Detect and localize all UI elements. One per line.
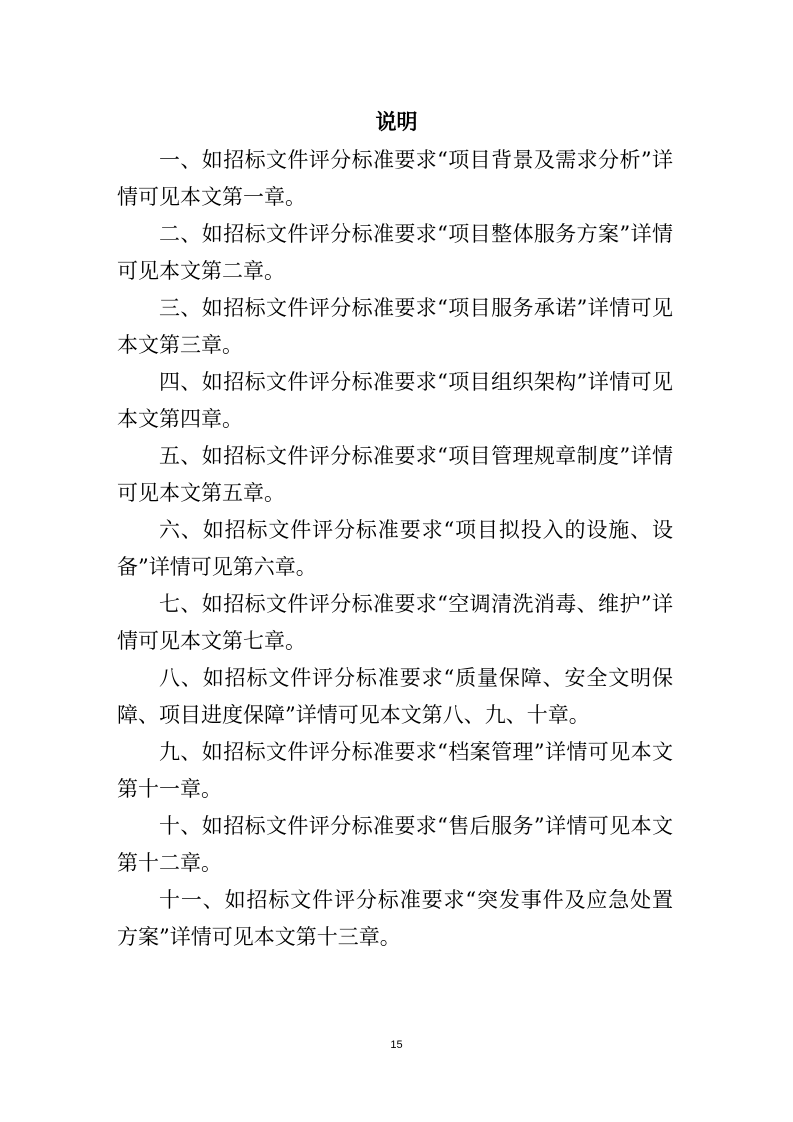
paragraph-7: 七、如招标文件评分标准要求“空调清洗消毒、维护”详情可见本文第七章。 xyxy=(117,592,673,653)
paragraph-6: 六、如招标文件评分标准要求“项目拟投入的设施、设备”详情可见第六章。 xyxy=(117,518,673,579)
page-number: 15 xyxy=(390,1039,403,1051)
document-body xyxy=(117,142,673,956)
paragraph-5: 五、如招标文件评分标准要求“项目管理规章制度”详情可见本文第五章。 xyxy=(117,444,673,505)
paragraph-4: 四、如招标文件评分标准要求“项目组织架构”详情可见本文第四章。 xyxy=(117,370,673,431)
paragraph-9: 九、如招标文件评分标准要求“档案管理”详情可见本文第十一章。 xyxy=(117,740,673,801)
paragraph-11: 十一、如招标文件评分标准要求“突发事件及应急处置方案”详情可见本文第十三章。 xyxy=(117,888,673,949)
paragraph-1: 一、如招标文件评分标准要求“项目背景及需求分析”详情可见本文第一章。 xyxy=(117,148,673,209)
paragraph-10: 十、如招标文件评分标准要求“售后服务”详情可见本文第十二章。 xyxy=(117,814,673,875)
paragraph-2: 二、如招标文件评分标准要求“项目整体服务方案”详情可见本文第二章。 xyxy=(117,222,673,283)
paragraph-3: 三、如招标文件评分标准要求“项目服务承诺”详情可见本文第三章。 xyxy=(117,296,673,357)
paragraph-8: 八、如招标文件评分标准要求“质量保障、安全文明保障、项目进度保障”详情可见本文第八、九、十章。 xyxy=(117,666,673,727)
page-title: 说明 xyxy=(375,110,418,134)
